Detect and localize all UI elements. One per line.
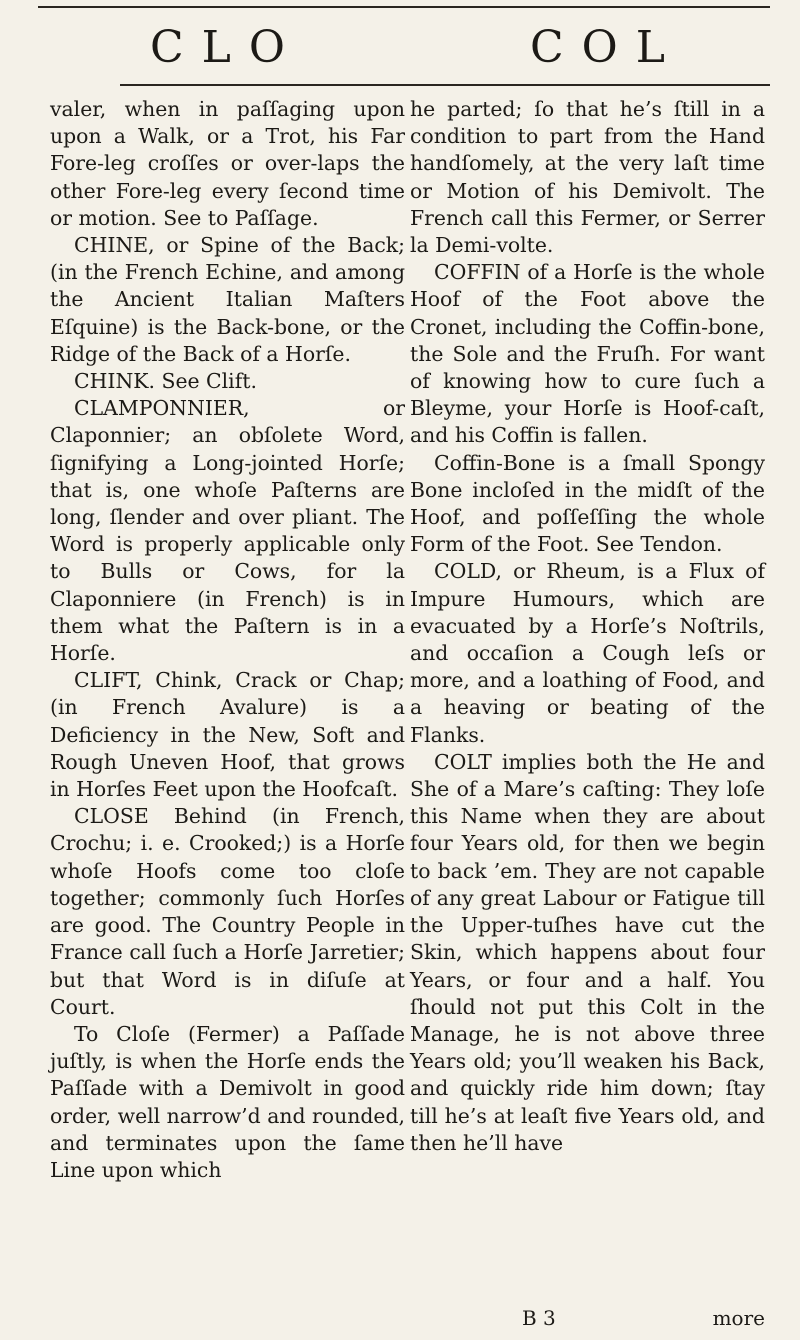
left-column (50, 96, 405, 1184)
right-entry-continuation: he parted; ſo that he’s ſtill in a condition to part from the Hand handſomely, at the very laſt time or Motion of his Demivolt. The French call this Fermer, or Serrer la Demi-volte. (410, 97, 765, 258)
running-head-right: COL (530, 22, 683, 73)
page-footer (410, 1306, 765, 1336)
entry-to-close: To Cloſe (Fermer) a Paſſade juſtly, is when the Horſe ends the Paſſade with a Demivolt in good order, well narrow’d and rounded, and terminates upon the ſame Line upon which (50, 1021, 405, 1182)
header-rule (120, 84, 770, 86)
entry-cold: COLD, or Rheum, is a Flux of Impure Humours, which are evacuated by a Horſe’s Noſtrils, and occaſion a Cough leſs or more, and a loathing of Food, and a heaving or beating of the Flanks. (410, 559, 765, 747)
entry-clift: CLIFT, Chink, Crack or Chap; (in French Avalure) is a Deficiency in the New, Soft and Rough Uneven Hoof, that grows in Horſes Feet upon the Hoofcaſt. (50, 668, 405, 802)
running-head-left: CLO (150, 22, 303, 73)
entry-chine: CHINE, or Spine of the Back; (in the French Echine, and among the Ancient Italian Maſters Eſquine) is the Back-bone, or the Ridge of the Back of a Horſe. (50, 233, 405, 366)
top-rule (38, 6, 770, 8)
signature-mark: B 3 (522, 1306, 556, 1330)
left-entry-continuation: valer, when in paſſaging upon upon a Walk, or a Trot, his Far Fore-leg croſſes or over-laps the other Fore-leg every ſecond time or motion. See to Paſſage. (50, 97, 405, 230)
entry-coffin: COFFIN of a Horſe is the whole Hoof of the Foot above the Cronet, including the Coffin-bone, the Sole and the Fruſh. For want of knowing how to cure ſuch a Bleyme, your Horſe is Hoof-caſt, and his Coffin is fallen. (410, 260, 765, 448)
entry-chink: CHINK. See Clift. (74, 369, 257, 394)
entry-close-behind: CLOSE Behind (in French, Crochu; i. e. Crooked;) is a Horſe whoſe Hoofs come too cloſe together; commonly ſuch Horſes are good. The Country People in France call ſuch a Horſe Jarretier; but that Word is in diſuſe at Court. (50, 804, 405, 1019)
entry-clamponnier: CLAMPONNIER, or Claponnier; an obſolete Word, ſignifying a Long-jointed Horſe; that is, one whoſe Paſterns are long, ſlender and over pliant. The Word is properly applicable only to Bulls or Cows, for la Claponniere (in French) is in them what the Paſtern is in a Horſe. (50, 396, 405, 666)
right-column (410, 96, 765, 1157)
entry-colt: COLT implies both the He and She of a Mare’s caſting: They loſe this Name when they are about four Years old, for then we begin to back ’em. They are not capable of any great Labour or Fatigue till the Upper-tuſhes have cut the Skin, which happens about four Years, or four and a half. You ſhould not put this Colt in the Manage, he is not above three Years old; you’ll weaken his Back, and quickly ride him down; ſtay till he’s at leaſt five Years old, and then he’ll have (410, 749, 765, 1155)
entry-coffin-bone: Coffin-Bone is a ſmall Spongy Bone incloſed in the midſt of the Hoof, and poſſeſſing the whole Form of the Foot. See Tendon. (410, 450, 765, 557)
catchword: more (712, 1306, 765, 1330)
